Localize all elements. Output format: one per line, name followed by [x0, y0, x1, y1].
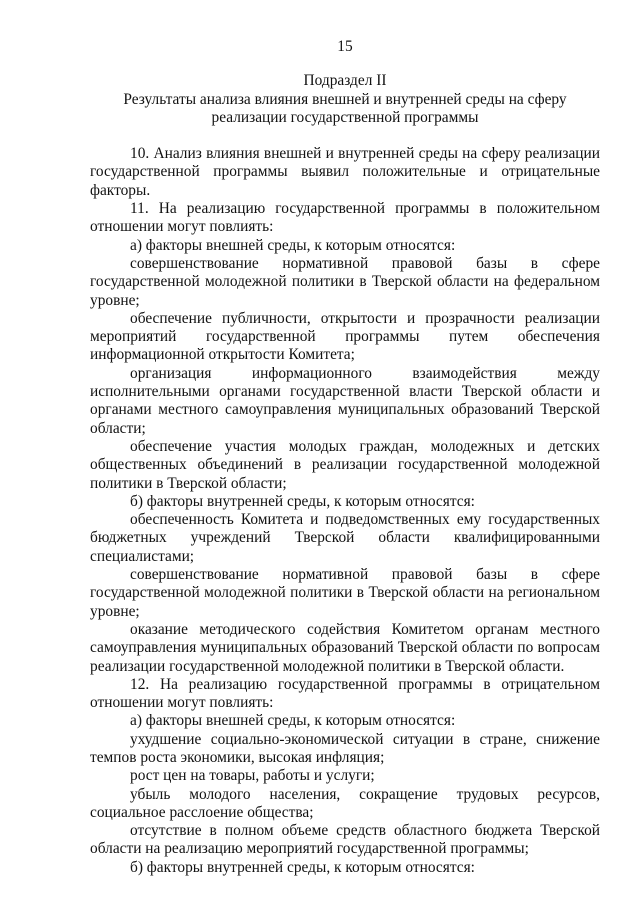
paragraph-10: 10. Анализ влияния внешней и внутренней среды на сферу реализации государственной программы выявил положительные и отрицательные факторы. — [90, 145, 600, 199]
list-item: оказание методического содействия Комитетом органам местного самоуправления муниципальных образований Тверской области по вопросам реализации государственной молодежной политики в Тверской области. — [90, 620, 600, 675]
list-item: обеспечение участия молодых граждан, молодежных и детских общественных объединений в реализации государственной молодежной политики в Тверской области; — [90, 437, 600, 492]
paragraph-11a: а) факторы внешней среды, к которым относятся: — [130, 236, 456, 254]
page-number: 15 — [337, 38, 353, 55]
section-subtitle-line-1: Результаты анализа влияния внешней и внутренней среды на сферу — [123, 90, 567, 108]
body-text — [90, 145, 600, 877]
paragraph-11b: б) факторы внутренней среды, к которым относятся: — [130, 492, 475, 510]
list-item: отсутствие в полном объеме средств областного бюджета Тверской области на реализацию мероприятий государственной программы; — [90, 822, 600, 858]
list-item: организация информационного взаимодействия между исполнительными органами государственной власти Тверской области и органами местного самоуправления муниципальных образований Тверской области; — [90, 364, 600, 437]
list-item: обеспеченность Комитета и подведомственных ему государственных бюджетных учреждений Тверской области квалифицированными специалистами; — [90, 511, 600, 565]
paragraph-11: 11. На реализацию государственной программы в положительном отношении могут повлиять: — [90, 200, 600, 236]
paragraph-12a: а) факторы внешней среды, к которым относятся: — [130, 712, 456, 730]
list-item: рост цен на товары, работы и услуги; — [130, 767, 375, 785]
list-item: совершенствование нормативной правовой базы в сфере государственной молодежной политики в Тверской области на федеральном уровне; — [90, 254, 600, 309]
section-heading — [90, 72, 600, 127]
paragraph-12: 12. На реализацию государственной программы в отрицательном отношении могут повлиять: — [90, 675, 600, 712]
list-item: совершенствование нормативной правовой базы в сфере государственной молодежной политики в Тверской области на региональном уровне; — [90, 566, 600, 620]
list-item: убыль молодого населения, сокращение трудовых ресурсов, социальное расслоение общества; — [90, 785, 600, 821]
paragraph-12b: б) факторы внутренней среды, к которым относятся: — [130, 858, 475, 876]
list-item: ухудшение социально-экономической ситуации в стране, снижение темпов роста экономики, высокая инфляция; — [90, 730, 600, 766]
section-title: Подраздел II — [303, 72, 387, 90]
list-item: обеспечение публичности, открытости и прозрачности реализации мероприятий государственной программы путем обеспечения информационной открытости Комитета; — [90, 309, 600, 364]
section-subtitle-line-2: реализации государственной программы — [211, 108, 479, 126]
